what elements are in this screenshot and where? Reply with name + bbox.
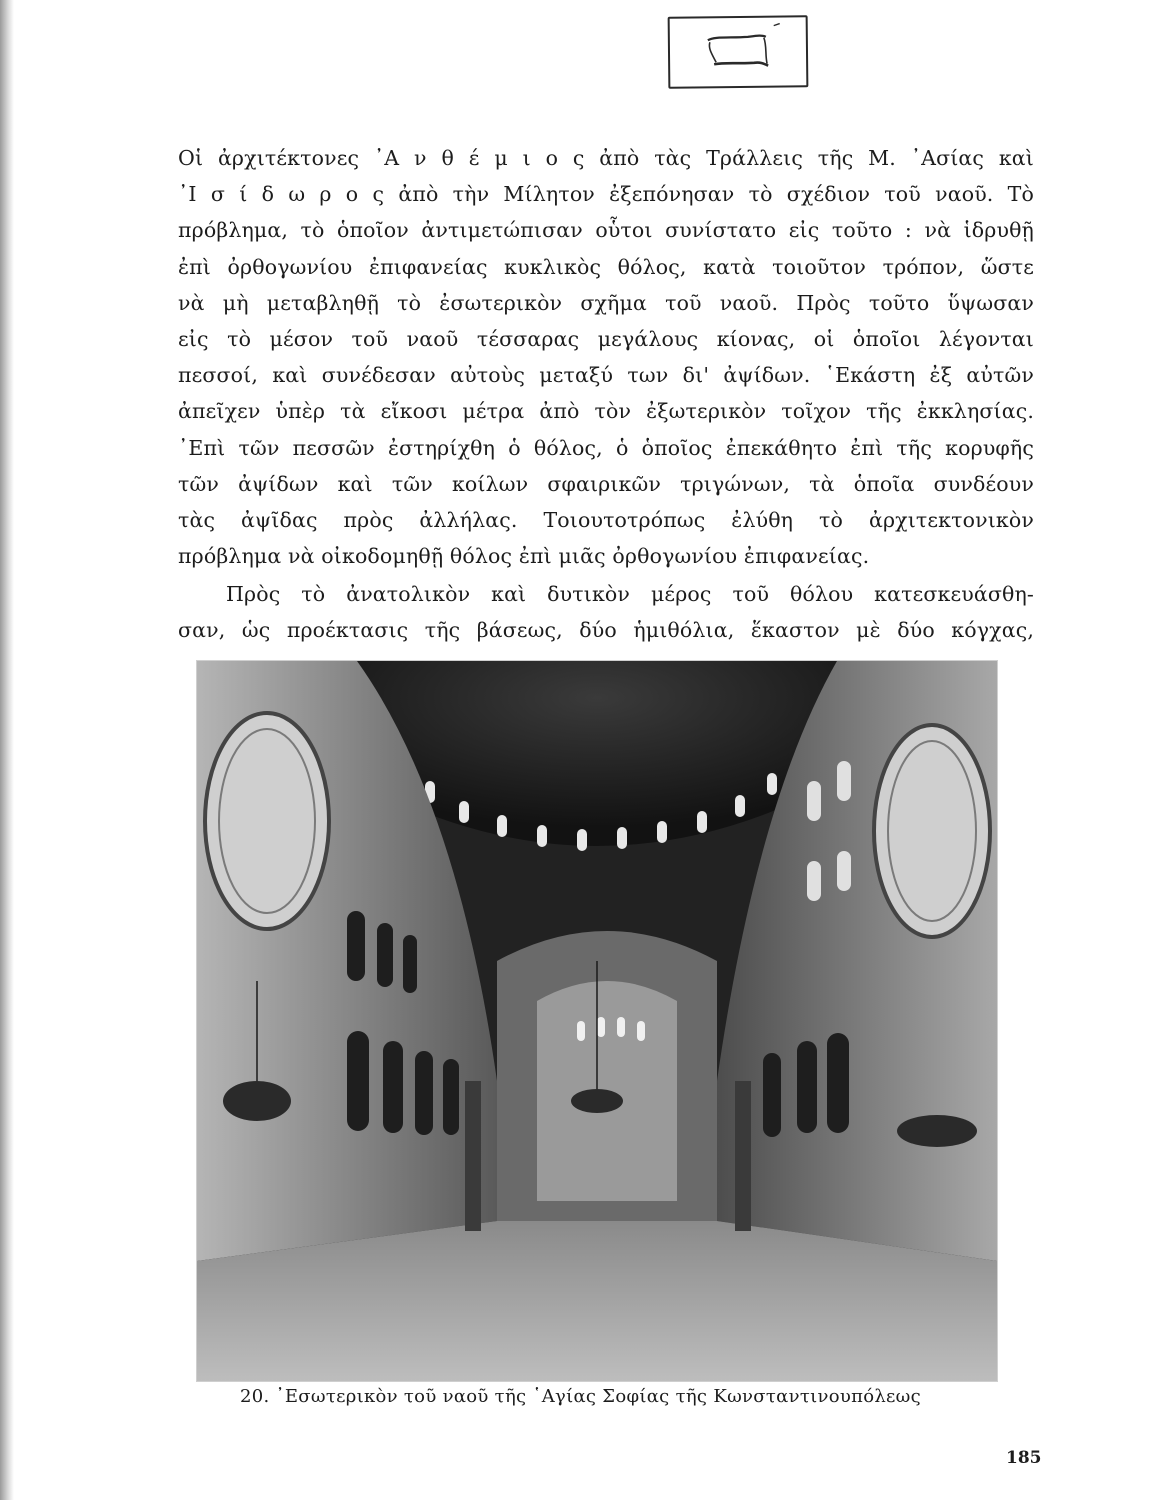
text-line: πεσσοί, καὶ συνέδεσαν αὐτοὺς μεταξύ των δι' ἀψίδων. ῾Εκάστη ἐξ αὐτῶν [178,363,1034,388]
text-line: ἐπὶ ὀρθογωνίου ἐπιφανείας κυκλικὸς θόλος, κατὰ τοιοῦτον τρόπον, ὥστε [178,254,1034,279]
text-line: Οἱ ἀρχιτέκτονες ᾿Α ν θ έ μ ι ο ς ἀπὸ τὰς Τράλλεις τῆς Μ. ᾿Ασίας καὶ [178,146,1034,170]
text-line: πρόβλημα νὰ οἰκοδομηθῇ θόλος ἐπὶ μιᾶς ὀρθογωνίου ἐπιφανείας. [178,544,870,569]
text-line: εἰς τὸ μέσον τοῦ ναοῦ τέσσαρας μεγάλους κίονας, οἱ ὁποῖοι λέγονται [178,326,1034,351]
page-edge-shadow [0,0,14,1500]
body-text [178,140,1034,649]
ink-stamp-box [668,15,809,88]
text-line: ᾿Επὶ τῶν πεσσῶν ἐστηρίχθη ὁ θόλος, ὁ ὁποῖος ἐπεκάθητο ἐπὶ τῆς κορυφῆς [178,435,1034,460]
text-line: νὰ μὴ μεταβληθῇ τὸ ἐσωτερικὸν σχῆμα τοῦ ναοῦ. Πρὸς τοῦτο ὕψωσαν [178,290,1034,315]
text-line: πρόβλημα, τὸ ὁποῖον ἀντιμετώπισαν οὗτοι συνίστατο εἰς τοῦτο : νὰ ἱδρυθῇ [178,218,1034,243]
text-line: ᾿Ι σ ί δ ω ρ ο ς ἀπὸ τὴν Μίλητον ἐξεπόνησαν τὸ σχέδιον τοῦ ναοῦ. Τὸ [178,182,1034,207]
text-line: σαν, ὡς προέκτασις τῆς βάσεως, δύο ἡμιθόλια, ἕκαστον μὲ δύο κόγχας, [178,618,1034,643]
figure-caption: 20. ᾿Εσωτερικὸν τοῦ ναοῦ τῆς ῾Αγίας Σοφίας τῆς Κωνσταντινουπόλεως [240,1386,922,1407]
page-number: 185 [1006,1448,1042,1468]
hagia-sophia-interior-photo [196,660,998,1382]
text-line: ἀπεῖχεν ὑπὲρ τὰ εἴκοσι μέτρα ἀπὸ τὸν ἐξωτερικὸν τοῖχον τῆς ἐκκλησίας. [178,399,1034,424]
text-line: Πρὸς τὸ ἀνατολικὸν καὶ δυτικὸν μέρος τοῦ θόλου κατεσκευάσθη- [226,582,1034,607]
text-line: τῶν ἀψίδων καὶ τῶν κοίλων σφαιρικῶν τριγώνων, τὰ ὁποῖα συνδέουν [178,471,1034,496]
text-line: τὰς ἀψῖδας πρὸς ἀλλήλας. Τοιουτοτρόπως ἐλύθη τὸ ἀρχιτεκτονικὸν [178,507,1034,532]
